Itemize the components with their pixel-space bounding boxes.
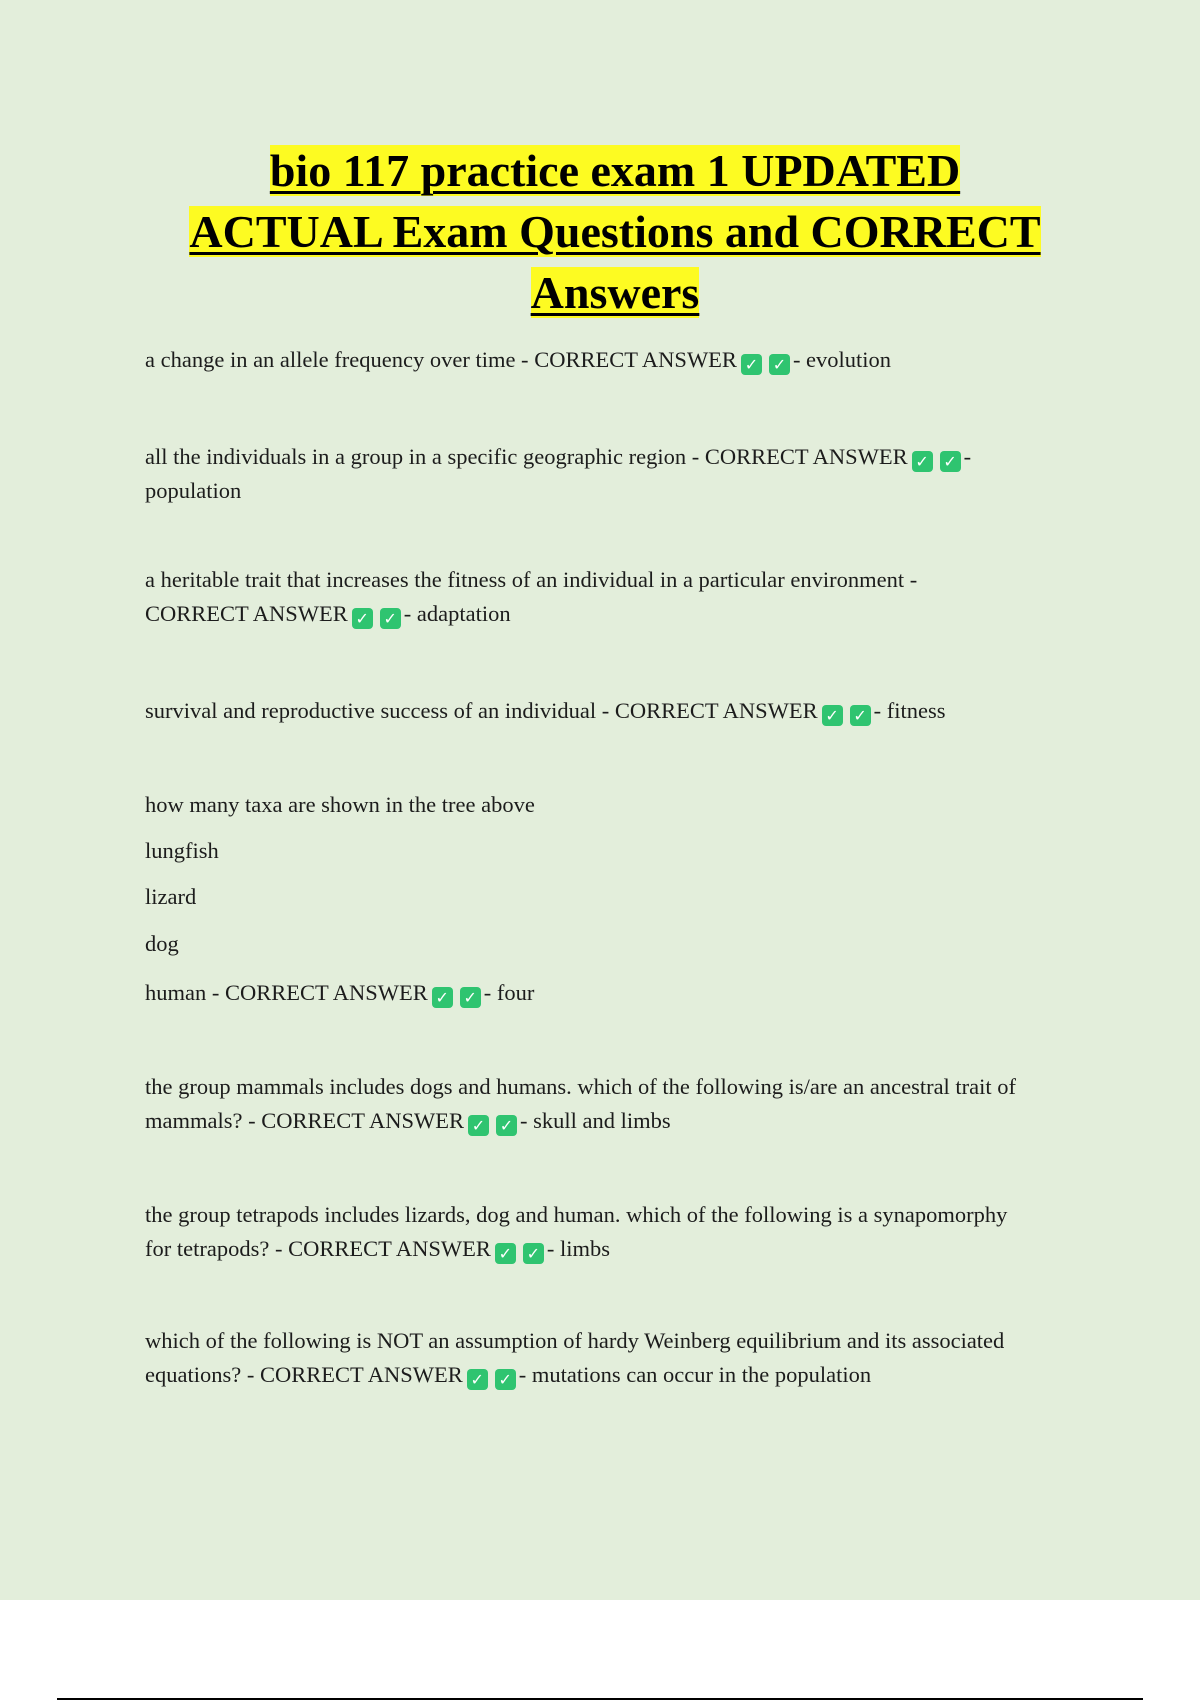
qa-item-7 — [145, 1198, 1085, 1266]
answer-text: - skull and limbs — [519, 1108, 671, 1133]
answer-text: - evolution — [792, 347, 892, 372]
answer-dash: - — [963, 444, 972, 469]
question-text-cont: equations? - — [145, 1362, 260, 1387]
question-text-cont: for tetrapods? - — [145, 1236, 289, 1261]
qa-item-6 — [145, 1070, 1085, 1138]
title-line-1: bio 117 practice exam 1 UPDATED — [269, 145, 961, 196]
correct-answer-marker: CORRECT ANSWER — [288, 1236, 491, 1261]
qa-item-4 — [145, 694, 1085, 728]
correct-answer-marker: CORRECT ANSWER — [145, 601, 348, 626]
option-item: lizard — [145, 884, 197, 909]
question-text-cont: mammals? - — [145, 1108, 262, 1133]
answer-text: - fitness — [873, 698, 946, 723]
answer-text: - mutations can occur in the population — [518, 1362, 872, 1387]
check-mark-icon: ✓ — [940, 451, 961, 472]
check-mark-icon: ✓ — [496, 1115, 517, 1136]
correct-answer-marker: CORRECT ANSWER — [259, 1362, 463, 1387]
check-mark-icon: ✓ — [495, 1243, 516, 1264]
title-line-3: Answers — [530, 267, 700, 318]
qa-item-1 — [145, 343, 1085, 377]
correct-answer-marker: CORRECT ANSWER — [534, 347, 737, 372]
correct-answer-marker: CORRECT ANSWER — [224, 980, 428, 1005]
question-text: how many taxa are shown in the tree above — [145, 792, 535, 817]
check-mark-icon: ✓ — [850, 705, 871, 726]
qa-item-3 — [145, 563, 1085, 631]
title-line-2: ACTUAL Exam Questions and CORRECT — [189, 206, 1041, 257]
question-text: the group tetrapods includes lizards, dog and human. which of the following is a synapomorphy — [145, 1202, 1008, 1227]
qa-item-5-answer — [145, 976, 534, 1010]
check-mark-icon: ✓ — [495, 1369, 516, 1390]
correct-answer-marker: CORRECT ANSWER — [261, 1108, 464, 1133]
answer-text: - limbs — [546, 1236, 610, 1261]
check-mark-icon: ✓ — [460, 987, 481, 1008]
check-mark-icon: ✓ — [468, 1115, 489, 1136]
question-text: a heritable trait that increases the fitness of an individual in a particular environment - — [145, 567, 918, 592]
check-mark-icon: ✓ — [467, 1369, 488, 1390]
correct-answer-marker: CORRECT ANSWER — [614, 698, 818, 723]
question-text: a change in an allele frequency over time - — [145, 347, 535, 372]
check-mark-icon: ✓ — [912, 451, 933, 472]
option-item: dog — [145, 931, 179, 956]
question-text: all the individuals in a group in a specific geographic region - — [145, 444, 705, 469]
check-mark-icon: ✓ — [822, 705, 843, 726]
answer-text: population — [145, 478, 242, 503]
answer-text: - adaptation — [403, 601, 511, 626]
answer-text: - four — [483, 980, 535, 1005]
check-mark-icon: ✓ — [741, 354, 762, 375]
question-text: which of the following is NOT an assumption of hardy Weinberg equilibrium and its associated — [145, 1328, 1005, 1353]
option-item: lungfish — [145, 838, 219, 863]
qa-item-2 — [145, 440, 1085, 508]
correct-answer-marker: CORRECT ANSWER — [704, 444, 908, 469]
check-mark-icon: ✓ — [352, 608, 373, 629]
check-mark-icon: ✓ — [380, 608, 401, 629]
check-mark-icon: ✓ — [432, 987, 453, 1008]
option-item: human - — [145, 980, 225, 1005]
qa-item-8 — [145, 1324, 1085, 1392]
check-mark-icon: ✓ — [523, 1243, 544, 1264]
document-title — [130, 140, 1100, 323]
check-mark-icon: ✓ — [769, 354, 790, 375]
question-text: the group mammals includes dogs and humans. which of the following is/are an ancestral trait of — [145, 1074, 1017, 1099]
question-text: survival and reproductive success of an individual - — [145, 698, 615, 723]
